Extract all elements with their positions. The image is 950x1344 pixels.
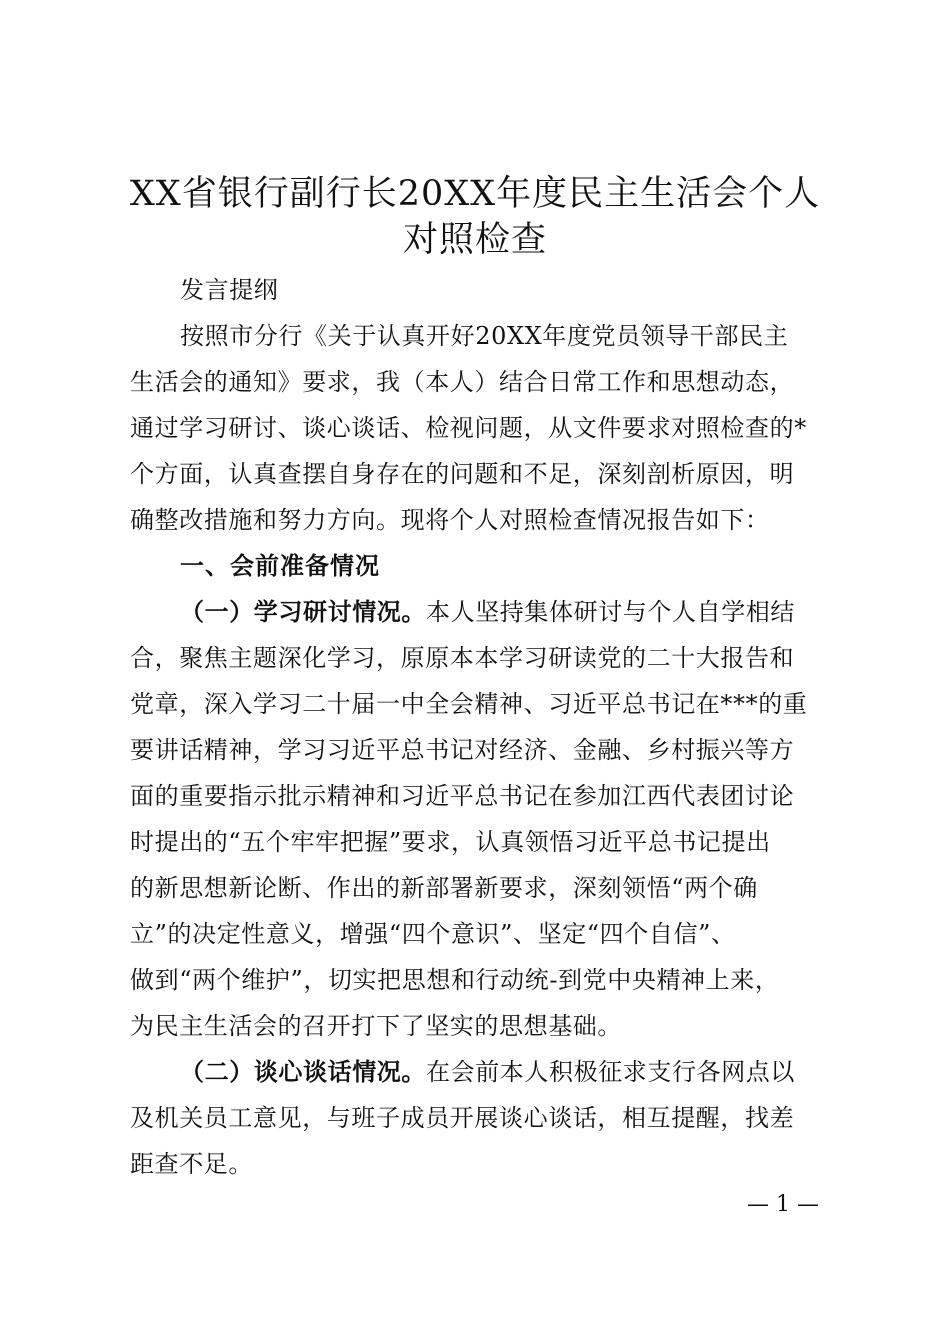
subsection-2-lead: （二）谈心谈话情况。 [180,1057,426,1086]
intro-line-2: 生活会的通知》要求，我（本人）结合日常工作和思想动态， [130,368,795,396]
subsection-1-line-9: 做到“两个维护”，切实把思想和行动统-到党中央精神上来， [130,966,780,994]
page-number: — 1 — [747,1192,819,1217]
subsection-2-line-2: 及机关员工意见，与班子成员开展谈心谈话，相互提醒，找差 [130,1104,795,1132]
subsection-1-lead: （一）学习研讨情况。 [180,597,426,626]
intro-line-3: 通过学习研讨、谈心谈话、检视问题，从文件要求对照检查的* [130,414,807,442]
document-title-line-1: XX省银行副行长20XX年度民主生活会个人 [129,174,821,214]
subsection-2-first-line [180,1052,795,1092]
subsection-1-line-5: 面的重要指示批示精神和习近平总书记在参加江西代表团讨论 [130,782,795,810]
document-title-line-2: 对照检查 [402,220,547,260]
intro-line-5: 确整改措施和努力方向。现将个人对照检查情况报告如下： [130,506,770,534]
subsection-2-first-line-text: 在会前本人积极征求支行各网点以 [426,1058,795,1086]
subsection-1-first-line [180,592,795,632]
subsection-2-line-3: 距查不足。 [130,1150,253,1178]
subsection-1-line-3: 党章，深入学习二十届一中全会精神、习近平总书记在***的重 [130,690,808,718]
subsection-1-line-6: 时提出的“五个牢牢把握”要求，认真领悟习近平总书记提出 [130,828,771,856]
intro-line-4: 个方面，认真查摆自身存在的问题和不足，深刻剖析原因，明 [130,460,795,488]
subsection-1-line-4: 要讲话精神，学习习近平总书记对经济、金融、乡村振兴等方 [130,736,795,764]
section-heading-1: 一、会前准备情况 [180,552,380,580]
document-subtitle: 发言提纲 [180,276,279,304]
subsection-1-line-10: 为民主生活会的召开打下了坚实的思想基础。 [130,1012,622,1040]
subsection-1-line-8: 立”的决定性意义，增强“四个意识”、坚定“四个自信”、 [130,920,736,948]
subsection-1-line-2: 合，聚焦主题深化学习，原原本本学习研读党的二十大报告和 [130,644,795,672]
subsection-1-line-7: 的新思想新论断、作出的新部署新要求，深刻领悟“两个确 [130,874,758,902]
subsection-1-first-line-text: 本人坚持集体研讨与个人自学相结 [426,598,795,626]
intro-line-1: 按照市分行《关于认真开好20XX年度党员领导干部民主 [180,322,789,350]
